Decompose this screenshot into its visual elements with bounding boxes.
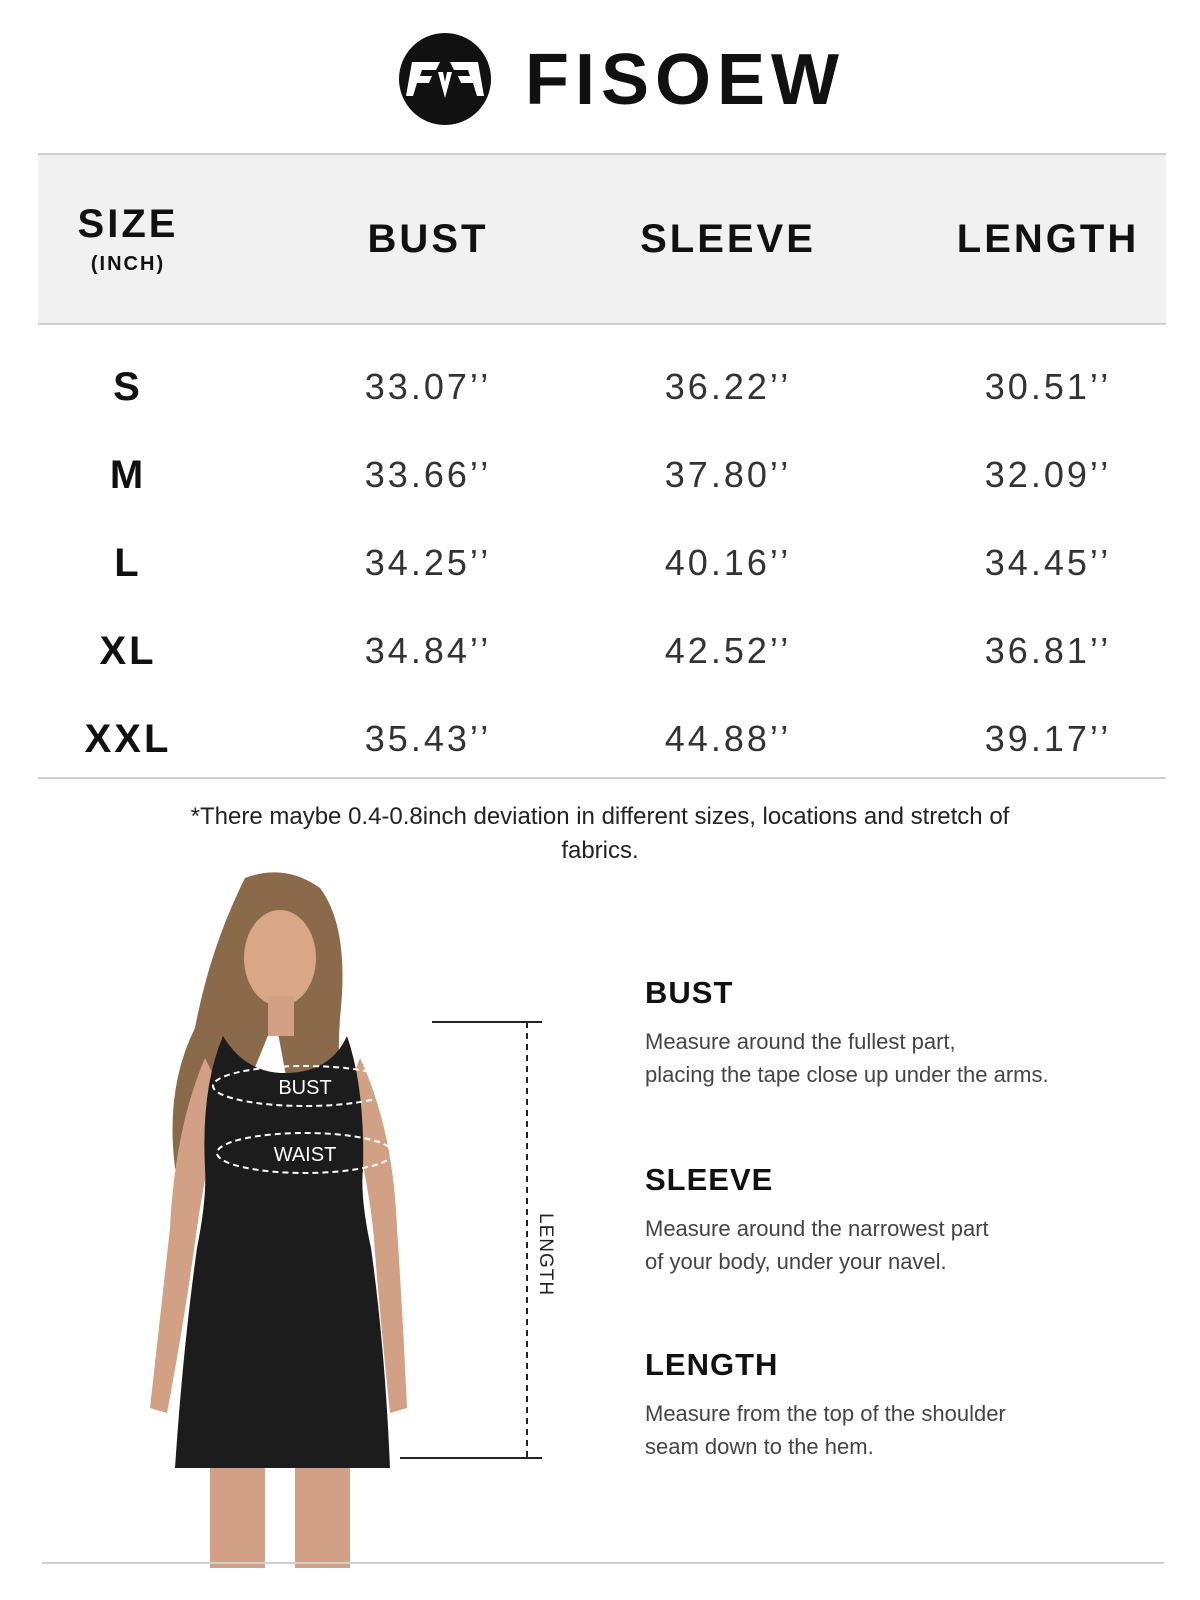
bottom-divider [42, 1562, 1164, 1564]
length-cell: 39.17’’ [984, 718, 1112, 759]
guide-bust [645, 975, 1165, 1091]
model-dress-illustration [135, 868, 435, 1568]
size-cell: L [114, 540, 142, 585]
bust-cell: 33.07’’ [364, 366, 492, 407]
bust-cell: 33.66’’ [364, 454, 492, 495]
size-cell: M [109, 452, 147, 497]
size-chart-table [38, 153, 1166, 779]
guide-sleeve-text: Measure around the narrowest part of your body, under your navel. [645, 1216, 989, 1274]
size-cell: XXL [84, 716, 172, 761]
sleeve-cell: 40.16’’ [664, 542, 792, 583]
size-cell: XL [99, 628, 157, 673]
brand-name: FISOEW [525, 40, 845, 120]
length-cell: 36.81’’ [984, 630, 1112, 671]
header-size-unit: (INCH) [90, 253, 166, 275]
guide-bust-text: Measure around the fullest part, placing the tape close up under the arms. [645, 1029, 1049, 1087]
sleeve-cell: 37.80’’ [664, 454, 792, 495]
bust-measure-label: BUST [278, 1077, 332, 1099]
length-measure-label: LENGTH [535, 1213, 556, 1297]
guide-bust-title: BUST [645, 975, 734, 1010]
guide-sleeve-title: SLEEVE [645, 1162, 774, 1197]
header-size-label: SIZE [77, 202, 179, 246]
waist-measure-label: WAIST [273, 1144, 337, 1166]
brand-logo-icon [398, 32, 492, 126]
header-length: LENGTH [956, 216, 1140, 261]
table-row [38, 607, 1166, 695]
guide-length-text: Measure from the top of the shoulder seam down to the hem. [645, 1401, 1006, 1459]
bust-cell: 35.43’’ [364, 718, 492, 759]
length-cell: 34.45’’ [984, 542, 1112, 583]
table-row [38, 695, 1166, 783]
table-row [38, 343, 1166, 431]
sleeve-cell: 44.88’’ [664, 718, 792, 759]
guide-sleeve [645, 1162, 1165, 1278]
length-measure-line [400, 1020, 560, 1460]
header-size [38, 155, 218, 323]
brand-header [0, 30, 1200, 130]
table-row [38, 519, 1166, 607]
length-cell: 32.09’’ [984, 454, 1112, 495]
header-bust: BUST [367, 216, 489, 261]
size-cell: S [113, 364, 143, 409]
table-body [38, 325, 1166, 779]
table-row [38, 431, 1166, 519]
guide-length-title: LENGTH [645, 1347, 779, 1382]
guide-length [645, 1347, 1165, 1463]
header-sleeve: SLEEVE [640, 216, 816, 261]
sleeve-cell: 42.52’’ [664, 630, 792, 671]
deviation-note: *There maybe 0.4-0.8inch deviation in different sizes, locations and stretch of fabrics. [190, 803, 1010, 864]
length-cell: 30.51’’ [984, 366, 1112, 407]
sleeve-cell: 36.22’’ [664, 366, 792, 407]
bust-cell: 34.84’’ [364, 630, 492, 671]
table-header [38, 153, 1166, 325]
bust-cell: 34.25’’ [364, 542, 492, 583]
